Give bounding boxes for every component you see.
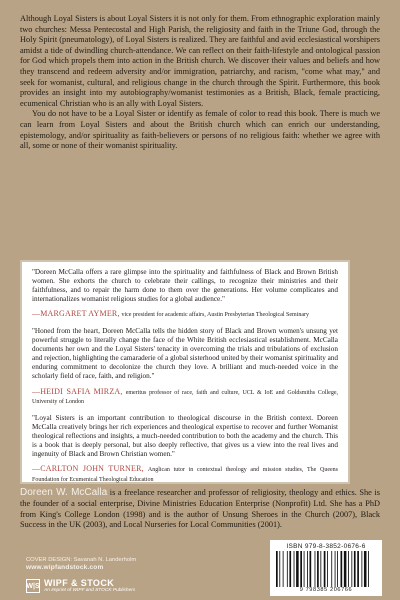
isbn-barcode (270, 540, 382, 596)
publisher-wordmark (44, 578, 135, 594)
publisher-imprint-line: An Imprint of WIPF and STOCK Publishers (44, 588, 136, 593)
back-cover-description (20, 14, 380, 152)
endorser-name: —CARLTON JOHN TURNER, (32, 464, 144, 474)
cover-credits (26, 557, 136, 571)
author-bio (20, 488, 380, 531)
barcode-icon (274, 551, 378, 587)
endorsement-quote: "Doreen McCalla offers a rare glimpse into the spirituality and faithfulness of Black and Brown British women. She exhorts the church to celebrate their callings, to recognize their ministries and their faithfulness, and to repair the harm done to them over the generations. Her volume complicates and internationalizes womanist religious studies for a global audience." (32, 268, 338, 304)
endorsement-attribution (32, 388, 338, 407)
author-bio-text: is a freelance researcher and professor of religiosity, theology and ethics. She is the founder of a social enterprise, Divine Ministries Education Enterprise (Nonprofit) Ltd. She has a PhD from King's College London (1998) and is the author of Unsung Sheroes in the Church (2007), Black Success in the UK (2003), and Local Nurseries for Local Communities (2001). (20, 488, 380, 530)
endorsement-2 (32, 327, 338, 407)
endorser-title: Anglican tutor in contextual theology and mission studies, The Queens Foundation for Ecumenical Theological Education (32, 467, 338, 483)
author-bio-paragraph (20, 488, 380, 531)
publisher-logo (26, 578, 135, 594)
publisher-name: WIPF & STOCK (44, 578, 115, 588)
endorser-title: emeritus professor of race, faith and culture, UCL & IoE and Goldsmiths College, University of London (32, 389, 338, 406)
description-paragraph-1: Although Loyal Sisters is about Loyal Sisters it is not only for them. From ethnographic exploration mainly two churches: Messa Pentecostal and High Parish, the religiosity and faith in the Triune God, through the Holy Spirit (pneumatology), of Loyal Sisters is realized. They are faithful and avid ecclesiastical worshipers amidst a tide of dwindling church-attendance. We can reflect on their faith-lifestyle and ontological passion for God which propels them into action in the British church. We discover their values and beliefs and how they transcend and redeem adversity and/or immigration, patriarchy, and racism, "come what may," and seek for womanist, cultural, and religious change in the church through the Spirit. Furthermore, this book provides an insight into my autobiography/womanist testimonies as a British, Black, female practicing, ecumenical Christian who is an ally with Loyal Sisters. (20, 14, 380, 108)
publisher-website-link[interactable]: www.wipfandstock.com (26, 564, 104, 571)
endorsements-panel (20, 260, 350, 484)
endorser-name: —HEIDI SAFIA MIRZA, (32, 386, 123, 396)
barcode-digits: 9 798385 206766 (299, 587, 353, 593)
endorsement-attribution (32, 465, 338, 484)
endorser-title: vice president for academic affairs, Austin Presbyterian Theological Seminary (121, 312, 310, 319)
isbn-number: ISBN 979-8-3852-0676-6 (286, 543, 366, 550)
endorsement-quote: "Loyal Sisters is an important contribution to theological discourse in the British context. Doreen McCalla creatively brings her rich experiences and theological expertise to recover and further Womanist theological reflections and insights, a much-needed contribution to both the academy and the church. This is a book that is deeply personal, but also deeply reflective, that gives us a view into the real lives and ingenuity of Black and Brown Christian women." (32, 413, 338, 459)
cover-design-credit: COVER DESIGN: Savanah N. Landerholm (26, 557, 137, 563)
publisher-logo-icon: W|S (26, 579, 40, 593)
author-name: Doreen W. McCalla (20, 487, 108, 498)
endorsement-quote: "Honed from the heart, Doreen McCalla tells the hidden story of Black and Brown women's unsung yet powerful struggle to literally change the face of the White British ecclesiastical establishment. McCalla documents her own and the Loyal Sisters' tenacity in overcoming the trials and tribulations of exclusion and rejection, highlighting the camaraderie of a global sisterhood united by their womanist spirituality and enduring commitment to decolonize the church they love. A brilliant and much-needed voice in the scholarly field of race, faith, and religion." (32, 326, 338, 381)
endorsement-1 (32, 268, 338, 320)
endorser-name: —MARGARET AYMER, (32, 309, 120, 319)
endorsement-3 (32, 414, 338, 485)
endorsement-attribution (32, 310, 338, 320)
description-paragraph-2: You do not have to be a Loyal Sister or identify as female of color to read this book. There is much we can learn from Loyal Sisters and about the British church which can enrich our understanding, epistemology, and/or spirituality as faith-believers or persons of no religious faith: whether we agree with all, some or none of their womanist spirituality. (20, 109, 380, 151)
